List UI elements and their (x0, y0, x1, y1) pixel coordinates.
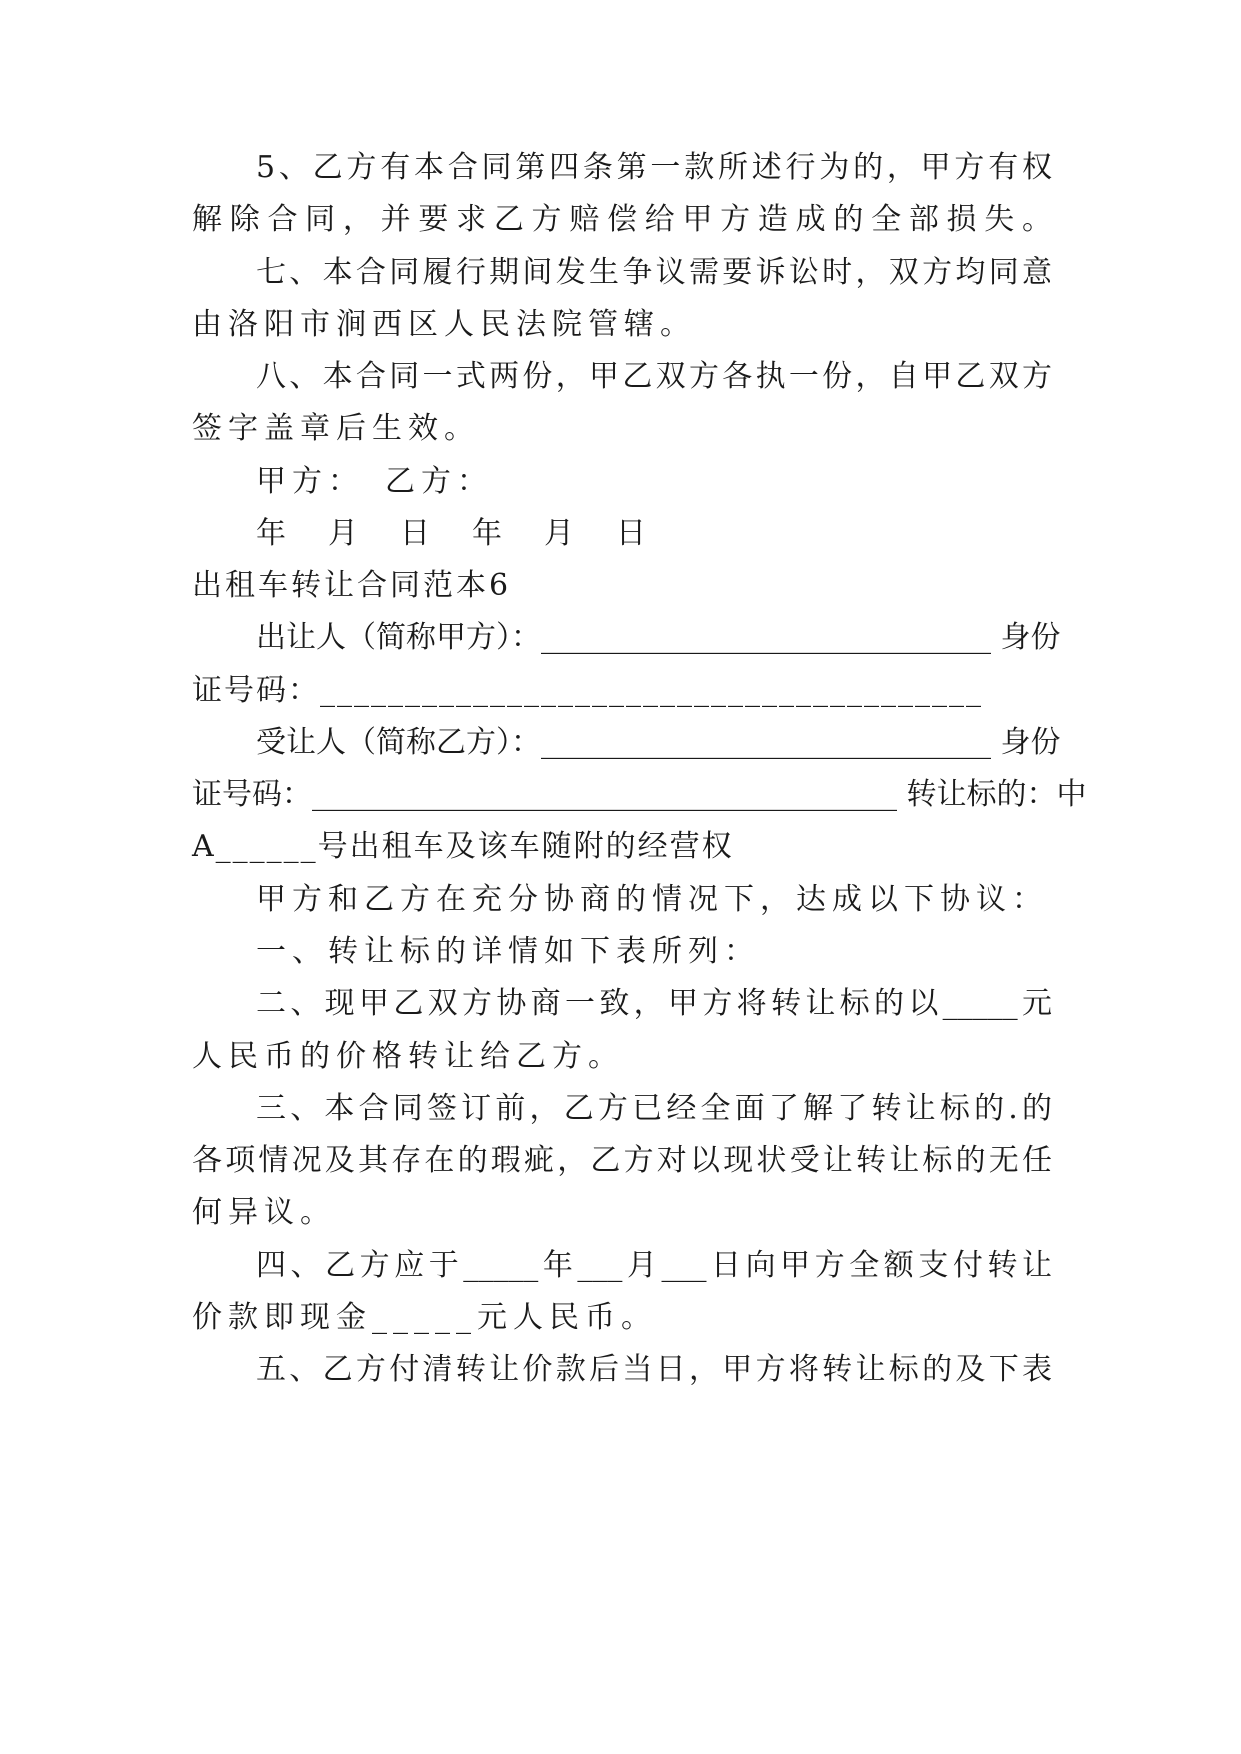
signature-parties-line: 甲方： 乙方： (256, 464, 493, 499)
paragraph-line: 七、本合同履行期间发生争议需要诉讼时，双方均同意 (256, 255, 1052, 290)
paragraph-line: 证号码：_______________________________________ (192, 673, 983, 708)
paragraph-line: A______号出租车及该车随附的经营权 (192, 829, 734, 864)
section-title: 出租车转让合同范本6 (192, 568, 512, 603)
paragraph-line: 何异议。 (192, 1195, 336, 1230)
paragraph-line: 五、乙方付清转让价款后当日，甲方将转让标的及下表 (256, 1352, 1052, 1387)
paragraph-line: 三、本合同签订前，乙方已经全面了解了转让标的.的 (256, 1091, 1052, 1126)
paragraph-line: 由洛阳市涧西区人民法院管辖。 (192, 307, 696, 342)
paragraph-line: 解除合同，并要求乙方赔偿给甲方造成的全部损失。 (192, 202, 1052, 237)
paragraph-line: 四、乙方应于_____年___月___日向甲方全额支付转让 (256, 1248, 1052, 1283)
paragraph-line: 八、本合同一式两份，甲乙双方各执一份，自甲乙双方 (256, 359, 1052, 394)
paragraph-line: 人民币的价格转让给乙方。 (192, 1039, 624, 1074)
paragraph-line: 二、现甲乙双方协商一致，甲方将转让标的以_____元 (256, 986, 1052, 1021)
paragraph-line: 签字盖章后生效。 (192, 411, 480, 446)
paragraph-line: 一、转让标的详情如下表所列： (256, 934, 760, 969)
paragraph-line: 出让人（简称甲方）：______________________________ 身份 (256, 620, 1061, 655)
paragraph-line: 证号码：_______________________________________ 转让标的：中 (192, 777, 1087, 812)
paragraph-line: 甲方和乙方在充分协商的情况下，达成以下协议： (256, 882, 1048, 917)
paragraph-line: 5、乙方有本合同第四条第一款所述行为的，甲方有权 (256, 150, 1052, 185)
signature-date-line: 年 月 日 年 月 日 (256, 516, 652, 551)
paragraph-line: 各项情况及其存在的瑕疵，乙方对以现状受让转让标的无任 (192, 1143, 1052, 1178)
paragraph-line: 价款即现金_____元人民币。 (192, 1300, 657, 1335)
paragraph-line: 受让人（简称乙方）：______________________________ 身份 (256, 725, 1061, 760)
